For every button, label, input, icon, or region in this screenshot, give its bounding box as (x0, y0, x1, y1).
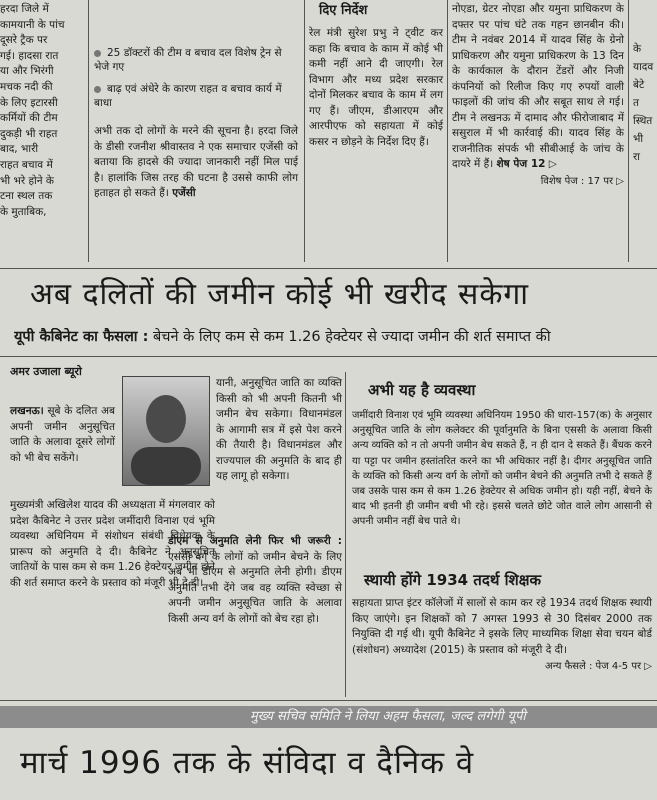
paragraph-text: सूबे के दलित अब अपनी जमीन अनुसूचित जाति के अलावा दूसरे लोगों को भी बेच सकेंगे। (10, 405, 115, 464)
column-divider (447, 0, 448, 262)
edge-line: बेटे (633, 79, 645, 91)
paragraph-text: मुख्यमंत्री अखिलेश यादव की अध्यक्षता में मंगलवार को प्रदेश कैबिनेट ने उत्तर प्रदेश जमींदारी विनाश एवं भूमि व्यवस्था अधिनियम में संशोधन संबंधी विधेयक के प्रारूप को अनुमति दे दी। कैबिनेट ने अनुसूचित जातियों के पास कम से कम 1.26 हेक्टेयर जमीन होने की शर्त समाप्त करने के प्रस्ताव को मंजूरी भी दे दी। (10, 499, 215, 589)
box-title: स्थायी होंगे 1934 तदर्थ शिक्षक (364, 571, 541, 589)
top-left-line: दुकड़ी भी राहत (0, 127, 58, 140)
subhead-label: यूपी कैबिनेट का फैसला : (14, 329, 149, 345)
special-page-text: विशेष पेज : 17 पर (540, 175, 614, 187)
top-right-edge-column (633, 40, 657, 166)
bullet-dot-icon (94, 50, 101, 57)
bottom-banner: मुख्य सचिव समिति ने लिया अहम फैसला, जल्द लगेगी यूपी (0, 706, 657, 728)
top-left-line: दूसरे ट्रैक पर (0, 34, 48, 47)
box-text: जमींदारी विनाश एवं भूमि व्यवस्था अधिनियम 1950 की धारा-157(क) के अनुसार अनुसूचित जाति के लोग कलेक्टर की पूर्वानुमति के बिना एससी के अलावा किसी अन्य व्यक्ति को न तो अपनी जमीन बेच सकते हैं, न ही दान दे सकते हैं। बैंधक करने या पट्टा पर जमीन हस्तांतरित करने का भी अधिकार नहीं है। दीगर अनुसूचित जाति के व्यक्ति को किसी अन्य वर्ग के लोगों को जमीन बेचने की अनुमति तभी दे सकते हैं जब उसके पास कम से कम 1.26 हेक्टेयर से अधिक जमीन हो। यही नहीं, बेचने के बाद भी इतनी ही जमीन बची भी रहे। इससे चलते छोटे जोत वाले लोग आसानी से अपनी जमीन नहीं बेच पाते थे। (352, 410, 652, 528)
column-divider (304, 0, 305, 262)
top-left-line: भी भरे होने के (0, 174, 54, 187)
top-middle-paragraph (94, 124, 298, 202)
section-divider (0, 268, 657, 269)
edge-line: स्थित (633, 115, 653, 127)
bullet-item (94, 82, 298, 110)
top-left-line: राहत बचाव में (0, 158, 53, 171)
top-left-line: के लिए इटारसी (0, 96, 58, 109)
box-title: अभी यह है व्यवस्था (368, 381, 476, 399)
paragraph-text: एससी वर्ग के लोगों को जमीन बेचने के लिए अब भी डीएम से अनुमति लेनी होगी। डीएम अनुमति तभी देंगे जब वह व्यक्ति स्वेच्छा से अपनी जमीन अनुसूचित जाति के अलावा किसी अन्य वर्ग के लोगों को बेच रहा हो। (168, 550, 342, 625)
continued-link[interactable]: अन्य फैसले : पेज 4-5 पर ▷ (545, 661, 652, 672)
story-column-2-continued (168, 534, 342, 627)
section-divider (0, 356, 657, 357)
top-left-line: गई। हादसा रात (0, 49, 59, 62)
portrait-photo (122, 376, 210, 486)
current-system-box (352, 380, 652, 530)
edge-line: रा (633, 151, 641, 163)
column-divider (88, 0, 89, 262)
dateline: लखनऊ। (10, 405, 44, 417)
bullet-dot-icon (94, 86, 101, 93)
continued-text: अन्य फैसले : पेज 4-5 पर (545, 661, 642, 672)
bullet-text: बाढ़ एवं अंधेरे के कारण राहत व बचाव कार्य में बाधा (94, 83, 282, 109)
story-column-1-top (10, 404, 115, 466)
special-page-note[interactable]: विशेष पेज : 17 पर ▷ (540, 175, 624, 187)
top-left-line: या और भिरंगी (0, 65, 54, 78)
top-left-line: टना स्थल तक (0, 190, 53, 203)
edge-line: के (633, 43, 642, 55)
paragraph-text: यानी, अनुसूचित जाति का व्यक्ति किसी को भी अपनी कितनी भी जमीन बेच सकेगा। विधानमंडल के आगामी सत्र में इसे पेश करने की तैयारी है। विधानमंडल और राज्यपाल की अनुमति के बाद ही यह लागू हो सकेगा। (216, 377, 342, 482)
inline-subhead: डीएम से अनुमति लेनी फिर भी जरूरी : (168, 535, 342, 547)
main-subhead (14, 328, 657, 346)
main-headline: अब दलितों की जमीन कोई भी खरीद सकेगा (30, 277, 530, 312)
top-col3-paragraph: रेल मंत्री सुरेश प्रभु ने ट्वीट कर कहा कि बचाव के काम में कोई भी कमी नहीं आने दी जाएगी। रेल विभाग और मध्य प्रदेश सरकार दोनों मिलकर बचाव के काम में लग गए हैं। जीएम, डीआरएम और आरपीएफ को सहायता में कोई कसर न छोड़ने के निर्देश दिए हैं। (309, 27, 443, 148)
top-left-line: हरदा जिले में (0, 3, 49, 15)
top-middle-column (94, 46, 298, 202)
column-divider (345, 372, 346, 697)
byline: अमर उजाला ब्यूरो (10, 365, 82, 378)
top-left-line: बाद, भारी (0, 143, 39, 156)
continued-link[interactable]: शेष पेज 12 (496, 158, 546, 170)
top-left-line: मचक नदी की (0, 80, 53, 93)
paragraph-text: अभी तक दो लोगों के मरने की सूचना है। हरदा जिले के डीसी रजनीश श्रीवास्तव ने एक समाचार एजेंसी को बताया कि हादसे की ज्यादा जानकारी नहीं मिल पाई है। हालांकि जिस तरह की घटना है उससे काफी लोग हताहत हो सकते हैं। (94, 125, 298, 199)
top-left-line: कामयानी के पांच (0, 18, 65, 31)
bullet-text: 25 डॉक्टरों की टीम व बचाव दल विशेष ट्रेन से भेजे गए (94, 47, 282, 73)
paragraph-text: नोएडा, ग्रेटर नोएडा और यमुना प्राधिकरण के दफ्तर पर पांच घंटे तक गहन छानबीन की। टीम ने नवंबर 2014 में यादव सिंह के ग्रेनो प्राधिकरण और यमुना प्राधिकरण के 13 दिन के कार्यकाल के दौरान टेंडरों और निजी कंपनियों को रिलीज किए गए रुपयों वाली फाइलों की जांच की और सबूत साथ ले गई। टीम ने लखनऊ में दामाद और फीरोजाबाद में ससुराल में भी कार्रवाई की। यादव सिंह के राजनीतिक संपर्क भी सीबीआई के जांच के दायरे में हैं। (452, 3, 624, 170)
section-divider (0, 700, 657, 701)
top-left-column (0, 2, 86, 220)
person-silhouette-icon (123, 377, 209, 485)
box-text: सहायता प्राप्त इंटर कॉलेजों में सालों से काम कर रहे 1934 तदर्थ शिक्षक स्थायी किए जाएंगे। इन शिक्षकों को 7 अगस्त 1993 से 30 दिसंबर 2000 तक नियुक्ति दी गई थी। यूपी कैबिनेट ने इसके लिए माध्यमिक शिक्षा सेवा चयन बोर्ड (संशोधन) अध्यादेश (2015) के प्रस्ताव को मंजूरी दे दी। (352, 597, 652, 656)
top-left-line: के मुताबिक, (0, 205, 47, 218)
top-column-4 (452, 2, 624, 189)
edge-line: यादव (633, 61, 654, 73)
edge-line: त (633, 97, 639, 109)
bottom-headline: मार्च 1996 तक के संविदा व दैनिक वे (20, 745, 475, 781)
section-heading: दिए निर्देश (319, 3, 368, 18)
story-column-2 (216, 376, 342, 485)
teachers-box (352, 570, 652, 674)
top-col4-paragraph: नोएडा, ग्रेटर नोएडा और यमुना प्राधिकरण के दफ्तर पर पांच घंटे तक गहन छानबीन की। टीम ने नवंबर 2014 में यादव सिंह के ग्रेनो प्राधिकरण और यमुना प्राधिकरण के 13 दिन के कार्यकाल के दौरान टेंडरों और निजी कंपनियों को रिलीज किए गए रुपयों वाली फाइलों की जांच की और सबूत साथ ले गई। टीम ने लखनऊ में दामाद और फीरोजाबाद में ससुराल में भी कार्रवाई की। यादव सिंह के राजनीतिक संपर्क भी सीबीआई के जांच के दायरे में हैं। शेष पेज 12 ▷ (452, 3, 624, 170)
column-divider (628, 0, 629, 262)
edge-line: भी (633, 133, 644, 145)
top-left-line: कर्मियों की टीम (0, 112, 58, 125)
subhead-text: बेचने के लिए कम से कम 1.26 हेक्टेयर से ज्यादा जमीन की शर्त समाप्त की (153, 329, 551, 345)
bullet-item (94, 46, 298, 74)
byline: एजेंसी (172, 187, 196, 199)
top-column-3 (309, 2, 443, 150)
